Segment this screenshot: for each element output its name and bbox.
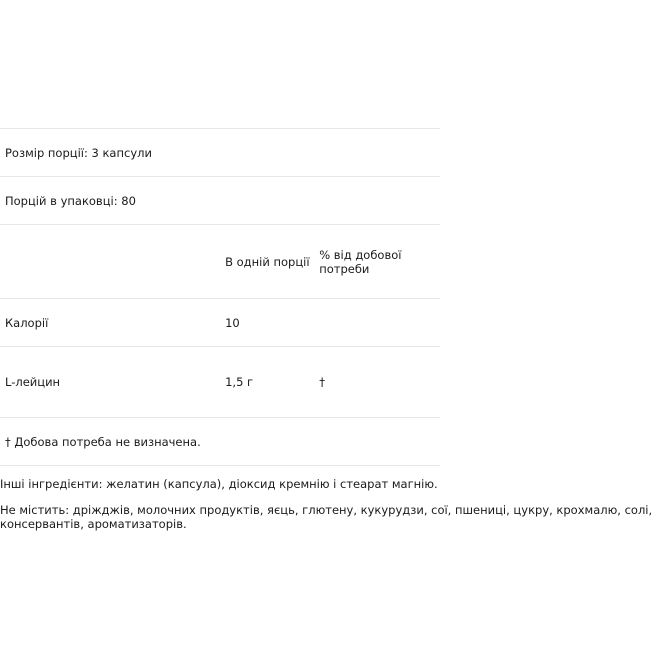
table-row [0,347,440,418]
table-header-row [0,225,440,299]
other-ingredients: Інші інгредієнти: желатин (капсула), діоксид кремнію і стеарат магнію. [0,477,438,491]
header-empty-cell [0,225,220,299]
notes-section [0,477,664,543]
nutrient-name: Калорії [0,299,220,347]
serving-size-row [0,129,440,177]
nutrient-amount: 1,5 г [220,347,314,418]
servings-per-container-row [0,177,440,225]
footnote: † Добова потреба не визначена. [0,418,440,466]
supplement-facts-table [0,128,440,466]
nutrient-amount: 10 [220,299,314,347]
nutrient-name: L-лейцин [0,347,220,418]
free-of: Не містить: дріжджів, молочних продуктів, яєць, глютену, кукурудзи, сої, пшениці, цукру, крохмалю, солі, консервантів, ароматизаторів. [0,503,653,531]
table-row [0,299,440,347]
nutrient-daily-value: † [314,347,440,418]
nutrient-daily-value [314,299,440,347]
servings-per-container: Порцій в упаковці: 80 [0,177,440,225]
serving-size: Розмір порції: 3 капсули [0,129,440,177]
header-per-serving: В одній порції [220,225,314,299]
footnote-row [0,418,440,466]
header-daily-value: % від добової потреби [314,225,440,299]
